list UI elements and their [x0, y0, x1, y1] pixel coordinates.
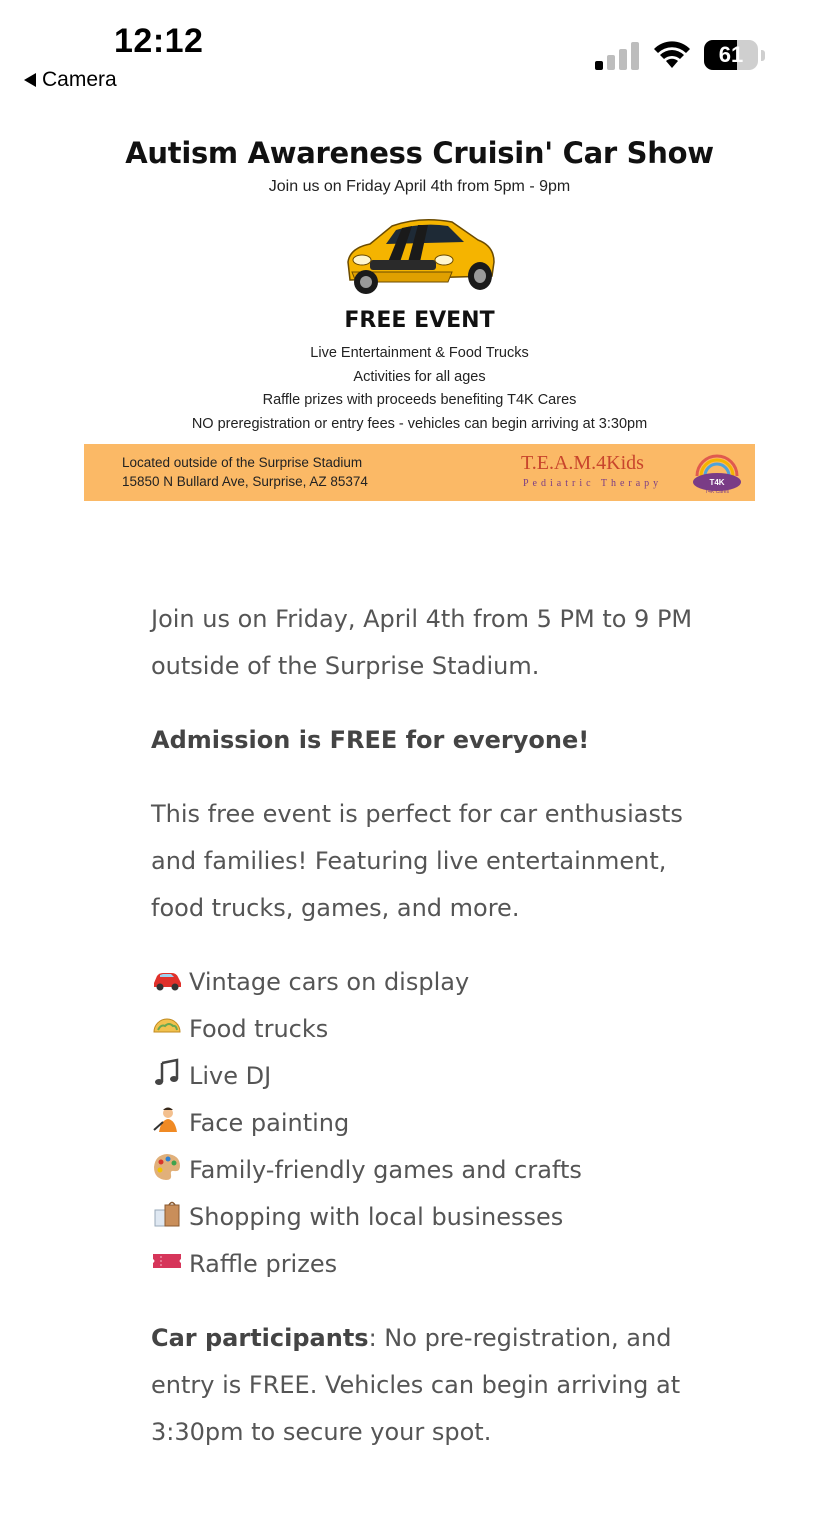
intro-paragraph: Join us on Friday, April 4th from 5 PM to 9 PM outside of the Surprise Stadium. [151, 605, 693, 680]
participants-paragraph [151, 1315, 711, 1456]
battery-level: 61 [718, 42, 744, 67]
flyer-subtitle: Join us on Friday April 4th from 5pm - 9pm [268, 178, 571, 195]
list-item [151, 1194, 711, 1241]
flyer-detail: Live Entertainment & Food Trucks [310, 345, 529, 361]
ticket-icon [151, 1245, 183, 1277]
cellular-signal-icon [595, 42, 639, 70]
list-item [151, 1100, 711, 1147]
svg-text:T4K: T4K [709, 478, 725, 487]
event-article [151, 596, 711, 1456]
event-flyer [84, 130, 755, 502]
admission-paragraph: Admission is FREE for everyone! [151, 726, 590, 754]
list-item [151, 1241, 711, 1288]
location-banner [84, 444, 755, 501]
description-paragraph: This free event is perfect for car enthusiasts and families! Featuring live entertainment, food trucks, games, and more. [151, 800, 683, 922]
location-address: 15850 N Bullard Ave, Surprise, AZ 85374 [122, 474, 368, 489]
feature-label: Live DJ [189, 1062, 272, 1090]
yellow-sports-car-icon [340, 210, 500, 298]
music-note-icon [151, 1057, 183, 1089]
flyer-detail: NO preregistration or entry fees - vehicles can begin arriving at 3:30pm [191, 416, 648, 432]
palette-icon [151, 1151, 183, 1183]
feature-label: Family-friendly games and crafts [189, 1156, 582, 1184]
taco-icon [151, 1010, 183, 1042]
feature-label: Face painting [189, 1109, 350, 1137]
feature-label: Food trucks [189, 1015, 329, 1043]
battery-icon [704, 40, 766, 72]
team-kids-logo [521, 452, 644, 475]
flyer-detail: Raffle prizes with proceeds benefiting T4K Cares [262, 392, 577, 408]
shopping-bags-icon [151, 1198, 183, 1230]
feature-label: Raffle prizes [189, 1250, 338, 1278]
car-icon [151, 963, 183, 995]
back-arrow-icon [24, 73, 36, 87]
feature-label: Shopping with local businesses [189, 1203, 564, 1231]
t4k-cares-logo-text: T4K Cares [705, 489, 729, 494]
t4k-cares-logo [691, 450, 743, 494]
feature-list [151, 959, 711, 1288]
artist-icon [151, 1104, 183, 1136]
location-name: Located outside of the Surprise Stadium [122, 455, 363, 470]
participants-label: Car participants [151, 1324, 369, 1352]
list-item [151, 959, 711, 1006]
list-item [151, 1006, 711, 1053]
feature-label: Vintage cars on display [189, 968, 470, 996]
back-label: Camera [42, 68, 117, 91]
status-time: 12:12 [114, 22, 204, 60]
team-kids-logo-text: T.E.A.M.4Kids [521, 452, 644, 474]
free-event-heading: FREE EVENT [344, 308, 495, 333]
team-kids-logo-subtitle: Pediatric Therapy [523, 478, 663, 489]
flyer-title: Autism Awareness Cruisin' Car Show [125, 136, 714, 170]
flyer-detail: Activities for all ages [353, 369, 486, 385]
list-item [151, 1053, 711, 1100]
list-item [151, 1147, 711, 1194]
status-bar [0, 0, 839, 100]
back-to-camera-button[interactable] [24, 68, 117, 92]
participants-text: : No pre-registration, and entry is FREE. Vehicles can begin arriving at 3:30pm to secure your spot. [151, 1324, 681, 1446]
wifi-icon [652, 40, 692, 70]
